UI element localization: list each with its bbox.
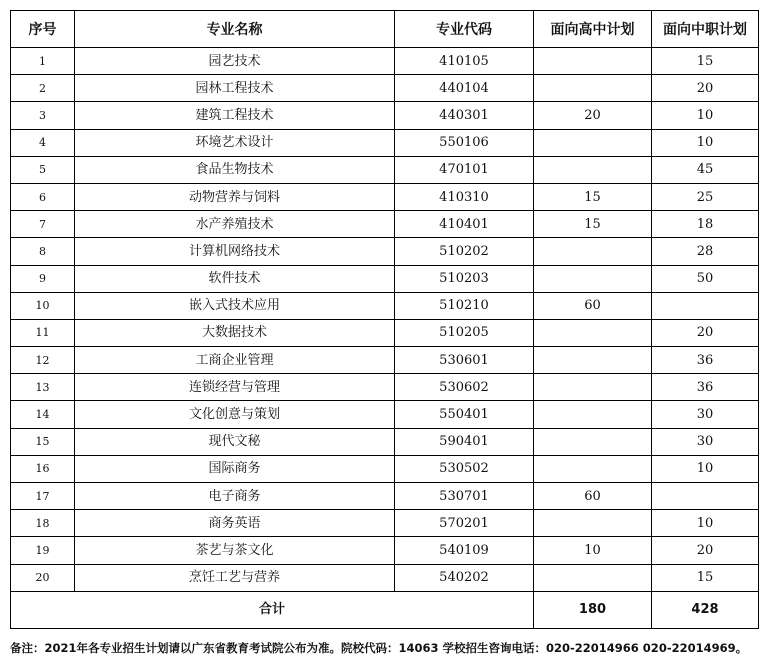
high-school-plan-cell [534, 401, 652, 428]
row-index-cell: 17 [11, 483, 75, 510]
major-name-cell: 食品生物技术 [75, 156, 395, 183]
vocational-plan-cell: 18 [652, 211, 759, 238]
vocational-plan-cell: 45 [652, 156, 759, 183]
major-name-cell: 环境艺术设计 [75, 129, 395, 156]
row-index-cell: 5 [11, 156, 75, 183]
vocational-plan-cell [652, 483, 759, 510]
major-name-cell: 大数据技术 [75, 319, 395, 346]
major-code-cell: 540109 [395, 537, 534, 564]
high-school-plan-cell [534, 564, 652, 591]
row-index-cell: 19 [11, 537, 75, 564]
vocational-plan-cell: 15 [652, 564, 759, 591]
high-school-plan-cell: 15 [534, 211, 652, 238]
table-row [11, 48, 759, 75]
high-school-plan-cell [534, 347, 652, 374]
vocational-plan-cell: 20 [652, 537, 759, 564]
row-index-cell: 15 [11, 428, 75, 455]
major-code-cell: 590401 [395, 428, 534, 455]
table-row [11, 75, 759, 102]
high-school-plan-cell [534, 374, 652, 401]
header-major-code: 专业代码 [395, 11, 534, 48]
vocational-plan-cell: 15 [652, 48, 759, 75]
table-row [11, 347, 759, 374]
row-index-cell: 14 [11, 401, 75, 428]
total-vocational: 428 [652, 591, 759, 628]
row-index-cell: 8 [11, 238, 75, 265]
footnote: 备注：2021年各专业招生计划请以广东省教育考试院公布为准。院校代码：14063 学校招生咨询电话：020-22014966 020-22014969。 [10, 641, 748, 655]
vocational-plan-cell: 20 [652, 319, 759, 346]
vocational-plan-cell: 10 [652, 510, 759, 537]
major-code-cell: 410401 [395, 211, 534, 238]
high-school-plan-cell: 60 [534, 292, 652, 319]
enrollment-plan-table-container [10, 10, 758, 629]
major-code-cell: 510202 [395, 238, 534, 265]
row-index-cell: 16 [11, 455, 75, 482]
table-row [11, 401, 759, 428]
major-name-cell: 动物营养与饲料 [75, 183, 395, 210]
table-row [11, 455, 759, 482]
header-vocational-plan: 面向中职计划 [652, 11, 759, 48]
major-name-cell: 工商企业管理 [75, 347, 395, 374]
high-school-plan-cell [534, 129, 652, 156]
table-row [11, 129, 759, 156]
table-row [11, 156, 759, 183]
table-body [11, 48, 759, 592]
high-school-plan-cell [534, 455, 652, 482]
vocational-plan-cell: 30 [652, 401, 759, 428]
major-name-cell: 文化创意与策划 [75, 401, 395, 428]
vocational-plan-cell: 36 [652, 374, 759, 401]
major-name-cell: 园林工程技术 [75, 75, 395, 102]
major-code-cell: 540202 [395, 564, 534, 591]
row-index-cell: 6 [11, 183, 75, 210]
vocational-plan-cell [652, 292, 759, 319]
vocational-plan-cell: 28 [652, 238, 759, 265]
header-high-school-plan: 面向高中计划 [534, 11, 652, 48]
enrollment-plan-table [10, 10, 759, 629]
major-code-cell: 530701 [395, 483, 534, 510]
row-index-cell: 20 [11, 564, 75, 591]
major-code-cell: 440301 [395, 102, 534, 129]
major-name-cell: 软件技术 [75, 265, 395, 292]
major-name-cell: 建筑工程技术 [75, 102, 395, 129]
major-code-cell: 550401 [395, 401, 534, 428]
header-major-name: 专业名称 [75, 11, 395, 48]
table-row [11, 183, 759, 210]
major-name-cell: 连锁经营与管理 [75, 374, 395, 401]
high-school-plan-cell: 15 [534, 183, 652, 210]
major-name-cell: 园艺技术 [75, 48, 395, 75]
table-row [11, 265, 759, 292]
major-name-cell: 茶艺与茶文化 [75, 537, 395, 564]
row-index-cell: 2 [11, 75, 75, 102]
row-index-cell: 3 [11, 102, 75, 129]
vocational-plan-cell: 30 [652, 428, 759, 455]
row-index-cell: 9 [11, 265, 75, 292]
major-name-cell: 现代文秘 [75, 428, 395, 455]
vocational-plan-cell: 36 [652, 347, 759, 374]
table-row [11, 564, 759, 591]
table-header-row [11, 11, 759, 48]
row-index-cell: 13 [11, 374, 75, 401]
table-row [11, 102, 759, 129]
major-code-cell: 510203 [395, 265, 534, 292]
major-name-cell: 烹饪工艺与营养 [75, 564, 395, 591]
high-school-plan-cell: 60 [534, 483, 652, 510]
table-row [11, 292, 759, 319]
row-index-cell: 4 [11, 129, 75, 156]
major-code-cell: 510205 [395, 319, 534, 346]
total-high-school: 180 [534, 591, 652, 628]
high-school-plan-cell [534, 319, 652, 346]
table-row [11, 510, 759, 537]
major-code-cell: 550106 [395, 129, 534, 156]
row-index-cell: 18 [11, 510, 75, 537]
table-row [11, 211, 759, 238]
row-index-cell: 1 [11, 48, 75, 75]
table-row [11, 483, 759, 510]
high-school-plan-cell [534, 156, 652, 183]
high-school-plan-cell: 10 [534, 537, 652, 564]
table-row [11, 238, 759, 265]
total-label: 合计 [11, 591, 534, 628]
total-row [11, 591, 759, 628]
vocational-plan-cell: 20 [652, 75, 759, 102]
major-code-cell: 410310 [395, 183, 534, 210]
high-school-plan-cell [534, 238, 652, 265]
table-row [11, 374, 759, 401]
vocational-plan-cell: 25 [652, 183, 759, 210]
major-name-cell: 水产养殖技术 [75, 211, 395, 238]
major-code-cell: 530602 [395, 374, 534, 401]
high-school-plan-cell [534, 265, 652, 292]
major-name-cell: 国际商务 [75, 455, 395, 482]
major-name-cell: 电子商务 [75, 483, 395, 510]
major-name-cell: 计算机网络技术 [75, 238, 395, 265]
row-index-cell: 11 [11, 319, 75, 346]
major-code-cell: 470101 [395, 156, 534, 183]
row-index-cell: 10 [11, 292, 75, 319]
high-school-plan-cell [534, 510, 652, 537]
major-name-cell: 商务英语 [75, 510, 395, 537]
row-index-cell: 7 [11, 211, 75, 238]
vocational-plan-cell: 10 [652, 455, 759, 482]
vocational-plan-cell: 10 [652, 102, 759, 129]
high-school-plan-cell: 20 [534, 102, 652, 129]
major-code-cell: 530502 [395, 455, 534, 482]
high-school-plan-cell [534, 428, 652, 455]
table-row [11, 537, 759, 564]
vocational-plan-cell: 10 [652, 129, 759, 156]
major-name-cell: 嵌入式技术应用 [75, 292, 395, 319]
major-code-cell: 530601 [395, 347, 534, 374]
major-code-cell: 440104 [395, 75, 534, 102]
major-code-cell: 510210 [395, 292, 534, 319]
header-index: 序号 [11, 11, 75, 48]
major-code-cell: 570201 [395, 510, 534, 537]
high-school-plan-cell [534, 75, 652, 102]
major-code-cell: 410105 [395, 48, 534, 75]
vocational-plan-cell: 50 [652, 265, 759, 292]
table-row [11, 428, 759, 455]
table-row [11, 319, 759, 346]
high-school-plan-cell [534, 48, 652, 75]
row-index-cell: 12 [11, 347, 75, 374]
